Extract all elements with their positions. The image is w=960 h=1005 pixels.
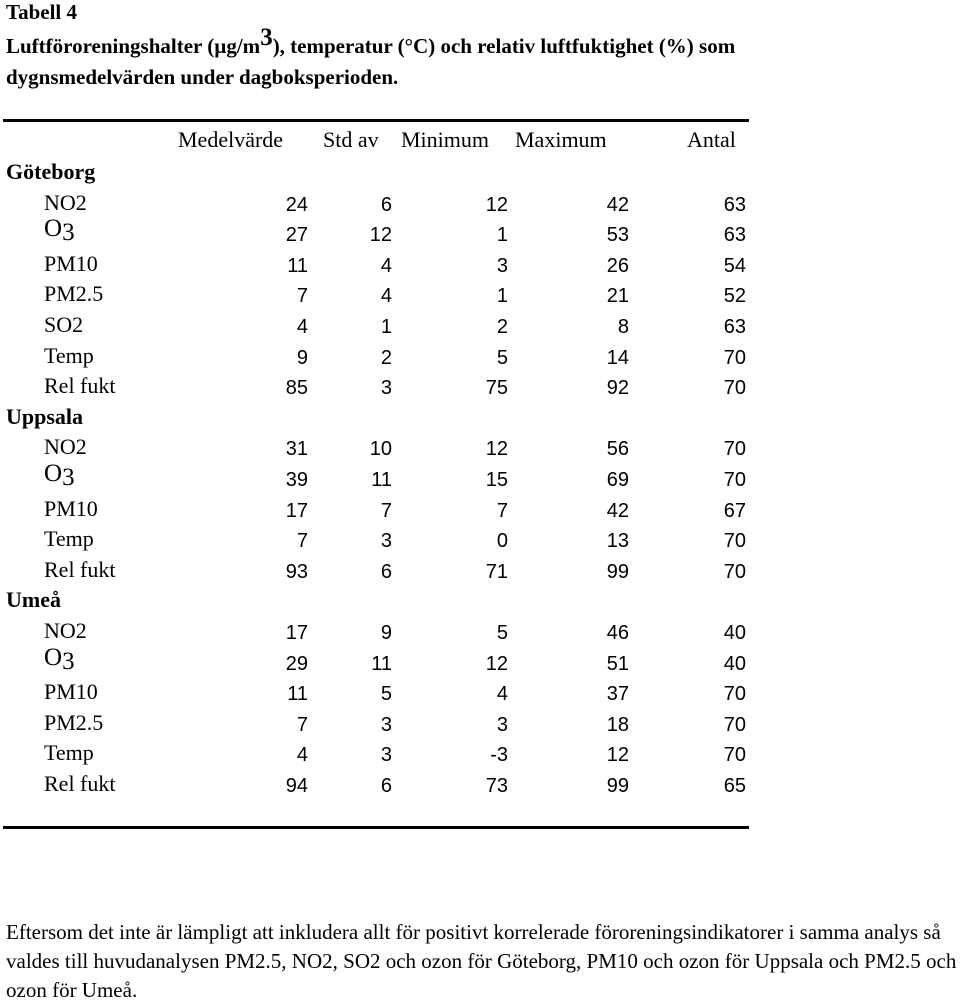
table-cell: 4 — [380, 254, 392, 277]
table-cell: 7 — [296, 285, 308, 308]
table-bottom-rule — [3, 826, 749, 829]
row-parameter: Rel fukt — [44, 373, 116, 399]
table-cell: 92 — [606, 377, 629, 400]
table-cell: 39 — [285, 469, 308, 491]
table-cell: 63 — [723, 316, 746, 338]
city-heading: Göteborg — [6, 159, 96, 184]
row-parameter — [44, 216, 75, 246]
table-cell: 99 — [606, 560, 629, 583]
row-parameter: Temp — [44, 526, 94, 552]
table-cell: 27 — [285, 224, 308, 247]
footer-note: Eftersom det inte är lämpligt att inkludera allt för positivt korrelerade föroreningsindikatorer i samma analys så valdes till huvudanalysen PM2.5, NO2, SO2 och ozon för Göteborg, PM10 och ozon för Uppsala och PM2.5 och ozon för Umeå. — [6, 920, 957, 1002]
city-heading: Uppsala — [6, 403, 84, 429]
table-cell: 7 — [496, 499, 508, 522]
row-parameter: Rel fukt — [44, 556, 116, 582]
table-cell: 0 — [496, 530, 508, 553]
table-cell: 3 — [380, 744, 392, 767]
table-cell: 56 — [606, 438, 629, 461]
table-cell: 1 — [496, 285, 508, 308]
table-cell: 8 — [617, 316, 629, 338]
parameter-subscript: 3 — [62, 647, 75, 675]
table-cell: 1 — [380, 316, 392, 338]
table-cell: 2 — [496, 316, 508, 338]
table-cell: 12 — [369, 224, 392, 247]
header-std-av: Std av — [323, 127, 379, 152]
row-parameter: NO2 — [44, 189, 87, 215]
table-cell: 54 — [723, 254, 746, 277]
table-cell: 70 — [723, 713, 746, 736]
table-cell: 63 — [723, 193, 746, 216]
table-cell: 70 — [723, 530, 746, 553]
table-cell: 4 — [496, 683, 508, 706]
table-top-rule — [3, 119, 749, 122]
table-cell: 9 — [296, 346, 308, 369]
table-caption — [6, 24, 806, 93]
header-antal: Antal — [687, 127, 736, 152]
table-cell: 6 — [380, 560, 392, 583]
city-heading: Umeå — [6, 587, 61, 613]
table-cell: 52 — [723, 285, 746, 308]
table-cell: 42 — [606, 499, 629, 522]
table-cell: 12 — [606, 744, 629, 767]
caption-superscript: 3 — [260, 24, 273, 51]
parameter-base: O — [44, 215, 63, 243]
table-cell: 5 — [496, 346, 508, 369]
parameter-subscript: 3 — [62, 464, 75, 491]
table-cell: 42 — [606, 193, 629, 216]
table-cell: 11 — [371, 652, 392, 675]
table-cell: 69 — [606, 469, 629, 491]
table-cell: 24 — [285, 193, 308, 216]
row-parameter: PM2.5 — [44, 281, 104, 307]
table-cell: 40 — [723, 622, 746, 644]
table-cell: 93 — [285, 560, 308, 583]
table-cell: 12 — [485, 438, 508, 461]
table-cell: 67 — [723, 499, 746, 522]
row-parameter — [44, 461, 75, 491]
parameter-base: O — [44, 460, 63, 487]
table-cell: 70 — [723, 377, 746, 400]
table-cell: 3 — [380, 530, 392, 553]
table-cell: 17 — [285, 622, 308, 644]
table-cell: 70 — [723, 346, 746, 369]
table-cell: 14 — [606, 346, 629, 369]
table-cell: 9 — [380, 622, 392, 644]
table-cell: 70 — [723, 683, 746, 706]
row-parameter: SO2 — [44, 312, 84, 337]
table-cell: 70 — [723, 744, 746, 767]
row-parameter: PM10 — [44, 495, 98, 521]
table-cell: 4 — [380, 285, 392, 308]
table-cell: 7 — [380, 499, 392, 522]
table-cell: 11 — [287, 683, 308, 706]
row-parameter: NO2 — [44, 618, 87, 643]
table-cell: 21 — [606, 285, 629, 308]
table-cell: 7 — [296, 713, 308, 736]
table-cell: 31 — [285, 438, 308, 461]
row-parameter: Rel fukt — [44, 771, 116, 796]
table-cell: 11 — [371, 469, 392, 491]
table-cell: 1 — [496, 224, 508, 247]
row-parameter: Temp — [44, 740, 94, 766]
row-parameter: NO2 — [44, 434, 87, 460]
table-cell: 37 — [606, 683, 629, 706]
table-cell: 18 — [606, 713, 629, 736]
table-cell: 3 — [380, 713, 392, 736]
table-cell: 51 — [606, 652, 629, 675]
row-parameter: PM10 — [44, 679, 98, 705]
table-cell: 5 — [496, 622, 508, 644]
table-cell: 63 — [723, 224, 746, 247]
header-maximum: Maximum — [515, 127, 607, 152]
table-cell: 85 — [285, 377, 308, 400]
table-cell: 70 — [723, 560, 746, 583]
table-cell: 3 — [496, 254, 508, 277]
table-cell: 4 — [296, 744, 308, 767]
table-cell: 71 — [485, 560, 508, 583]
table-cell: 2 — [380, 346, 392, 369]
table-cell: 26 — [606, 254, 629, 277]
table-cell: 7 — [296, 530, 308, 553]
table-cell: 5 — [380, 683, 392, 706]
parameter-subscript: 3 — [62, 219, 75, 247]
table-cell: -3 — [490, 744, 508, 767]
table-cell: 29 — [285, 652, 308, 675]
table-cell: 6 — [380, 775, 392, 797]
table-cell: 46 — [606, 622, 629, 644]
table-cell: 70 — [723, 469, 746, 491]
table-cell: 12 — [485, 193, 508, 216]
table-cell: 10 — [369, 438, 392, 461]
table-cell: 73 — [485, 775, 508, 797]
table-cell: 70 — [723, 438, 746, 461]
table-cell: 6 — [380, 193, 392, 216]
row-parameter: PM2.5 — [44, 709, 104, 735]
table-title: Tabell 4 — [6, 0, 77, 24]
table-cell: 11 — [287, 254, 308, 277]
table-cell: 99 — [606, 775, 629, 797]
table-cell: 13 — [606, 530, 629, 553]
table-cell: 3 — [380, 377, 392, 400]
table-cell: 3 — [496, 713, 508, 736]
table-cell: 65 — [723, 775, 746, 797]
caption-text-start: Luftföroreningshalter (µg/m — [6, 34, 261, 58]
table-cell: 40 — [723, 652, 746, 675]
row-parameter: PM10 — [44, 250, 98, 276]
table-cell: 94 — [285, 775, 308, 797]
caption-text-end: ), temperatur (°C) och relativ luftfuktighet (%) som dygnsmedelvärden under dagboksperioden. — [6, 34, 736, 89]
header-medelvarde: Medelvärde — [178, 127, 284, 152]
table-cell: 75 — [485, 377, 508, 400]
parameter-base: O — [44, 643, 63, 671]
row-parameter — [44, 645, 75, 675]
table-cell: 17 — [285, 499, 308, 522]
header-minimum: Minimum — [401, 127, 490, 152]
table-cell: 4 — [296, 316, 308, 338]
table-cell: 15 — [485, 469, 508, 491]
table-cell: 53 — [606, 224, 629, 247]
row-parameter: Temp — [44, 342, 94, 368]
table-cell: 12 — [485, 652, 508, 675]
